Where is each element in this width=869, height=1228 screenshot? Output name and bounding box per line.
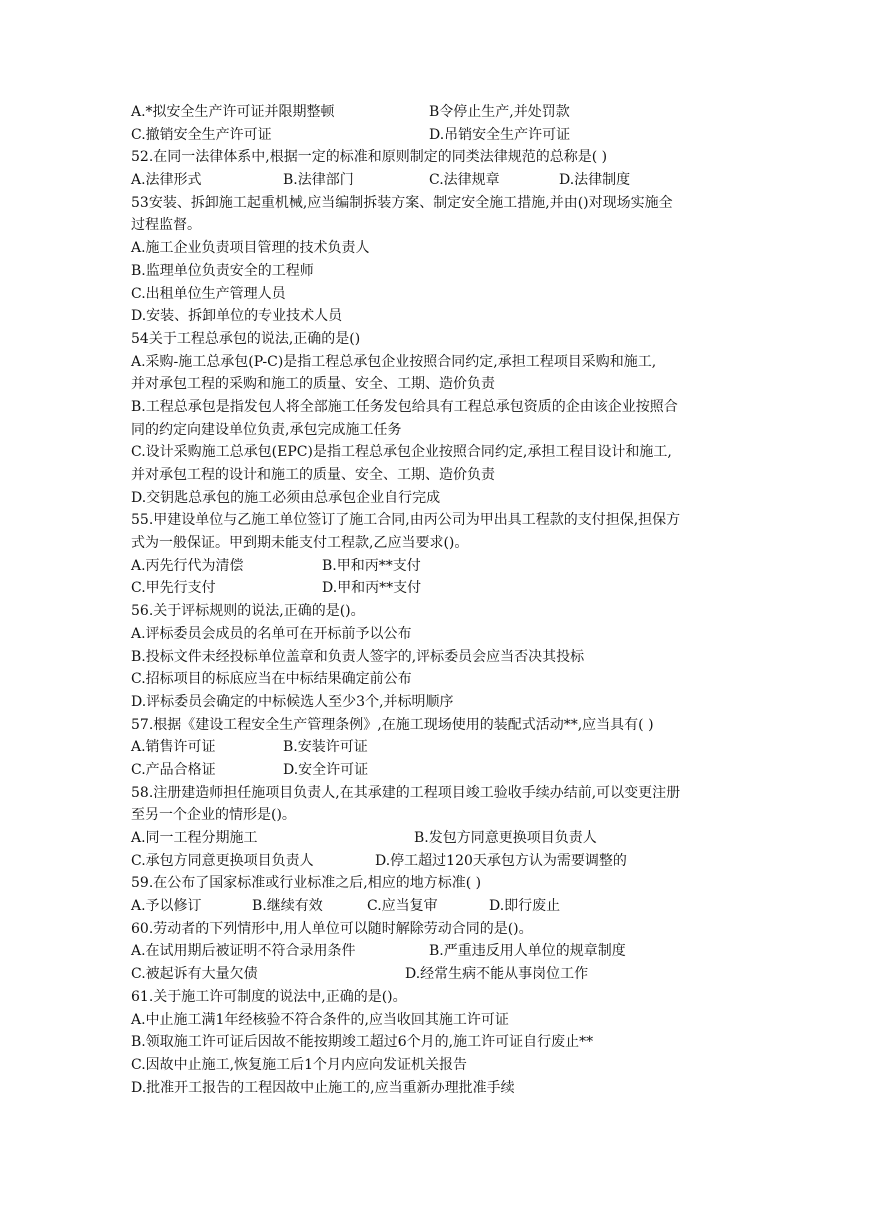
answer-option: D.安全许可证 <box>283 761 369 778</box>
text-line: 式为一般保证。甲到期未能支付工程款,乙应当要求()。 <box>131 535 469 552</box>
answer-option: B.法律部门 <box>283 172 354 189</box>
answer-option: A.予以修订 <box>131 898 202 915</box>
text-line: 56.关于评标规则的说法,正确的是()。 <box>131 603 365 620</box>
text-line: C.设计采购施工总承包(EPC)是指工程总承包企业按照合同约定,承担工程目设计和施工, <box>131 444 672 461</box>
text-line: D.交钥匙总承包的施工必须由总承包企业自行完成 <box>131 489 441 506</box>
text-line: A.施工企业负责项目管理的技术负责人 <box>131 240 370 257</box>
text-line: A.中止施工满1年经核验不符合条件的,应当收回其施工许可证 <box>131 1011 509 1028</box>
text-line: C.因故中止施工,恢复施工后1个月内应向发证机关报告 <box>131 1056 468 1073</box>
answer-option: A.法律形式 <box>131 172 202 189</box>
text-line: A.采购-施工总承包(P-C)是指工程总承包企业按照合同约定,承担工程项目采购和施工, <box>131 353 657 370</box>
text-line: 57.根据《建设工程安全生产管理条例》,在施工现场使用的装配式活动**,应当具有( ) <box>131 716 654 733</box>
option-row <box>131 736 743 759</box>
text-line: B.领取施工许可证后因故不能按期竣工超过6个月的,施工许可证自行废止** <box>131 1034 594 1051</box>
text-line: 52.在同一法律体系中,根据一定的标准和原则制定的同类法律规范的总称是( ) <box>131 149 608 166</box>
text-line: 同的约定向建设单位负责,承包完成施工任务 <box>131 421 402 438</box>
text-line: 过程监督。 <box>131 217 201 234</box>
option-row <box>131 963 743 986</box>
option-row <box>131 101 743 124</box>
text-line: 58.注册建造师担任施项目负责人,在其承建的工程项目竣工验收手续办结前,可以变更注册 <box>131 784 681 801</box>
text-line: 61.关于施工许可制度的说法中,正确的是()。 <box>131 988 407 1005</box>
text-line: C.出租单位生产管理人员 <box>131 285 286 302</box>
answer-option: C.撤销安全生产许可证 <box>131 126 272 143</box>
answer-option: D.甲和丙**支付 <box>322 580 422 597</box>
answer-option: A.销售许可证 <box>131 739 216 756</box>
option-row <box>131 940 743 963</box>
text-line: 59.在公布了国家标准或行业标准之后,相应的地方标准( ) <box>131 875 482 892</box>
answer-option: A.同一工程分期施工 <box>131 830 258 846</box>
answer-option: D.停工超过120天承包方认为需要调整的 <box>375 852 627 869</box>
text-line: B.投标文件未经投标单位盖章和负责人签字的,评标委员会应当否决其投标 <box>131 648 585 665</box>
answer-option: A.丙先行代为清偿 <box>131 557 244 574</box>
answer-option: B.安装许可证 <box>283 739 368 756</box>
answer-option: B令停止生产,并处罚款 <box>429 104 570 120</box>
option-row <box>131 124 743 147</box>
text-line: B.工程总承包是指发包人将全部施工任务发包给具有工程总承包资质的企由该企业按照合 <box>131 398 678 415</box>
answer-option: C.法律规章 <box>429 172 500 189</box>
text-line: 55.甲建设单位与乙施工单位签订了施工合同,由丙公司为甲出具工程款的支付担保,担保方 <box>131 512 681 529</box>
answer-option: D.吊销安全生产许可证 <box>429 126 571 143</box>
text-line: B.监理单位负责安全的工程师 <box>131 262 314 279</box>
option-row <box>131 169 743 192</box>
answer-option: C.应当复审 <box>367 898 438 915</box>
option-row <box>131 850 743 873</box>
answer-option: B.严重违反用人单位的规章制度 <box>429 943 626 960</box>
answer-option: B.继续有效 <box>252 898 323 915</box>
answer-option: B.甲和丙**支付 <box>322 557 421 574</box>
option-row <box>131 895 743 918</box>
text-line: A.评标委员会成员的名单可在开标前予以公布 <box>131 625 412 642</box>
answer-option: C.甲先行支付 <box>131 580 216 597</box>
answer-option: C.被起诉有大量欠债 <box>131 966 258 983</box>
answer-option: D.法律制度 <box>559 172 631 189</box>
text-line: D.安装、拆卸单位的专业技术人员 <box>131 308 343 325</box>
text-line: C.招标项目的标底应当在中标结果确定前公布 <box>131 671 412 688</box>
text-line: 并对承包工程的采购和施工的质量、安全、工期、造价负责 <box>131 376 495 393</box>
text-line: 60.劳动者的下列情形中,用人单位可以随时解除劳动合同的是()。 <box>131 920 533 937</box>
answer-option: A.在试用期后被证明不符合录用条件 <box>131 943 356 960</box>
option-row <box>131 577 743 600</box>
question-text-block <box>131 101 743 1099</box>
option-row <box>131 827 743 850</box>
option-row <box>131 555 743 578</box>
answer-option: C.承包方同意更换项目负责人 <box>131 852 314 869</box>
text-line: D.批准开工报告的工程因故中止施工的,应当重新办理批准手续 <box>131 1079 515 1096</box>
text-line: D.评标委员会确定的中标候选人至少3个,并标明顺序 <box>131 693 454 710</box>
answer-option: D.即行废止 <box>489 898 561 915</box>
answer-option: D.经常生病不能从事岗位工作 <box>405 966 589 983</box>
text-line: 53安装、拆卸施工起重机械,应当编制拆装方案、制定安全施工措施,并由()对现场实施全 <box>131 194 673 211</box>
answer-option: B.发包方同意更换项目负责人 <box>414 830 597 846</box>
text-line: 至另一个企业的情形是()。 <box>131 807 296 824</box>
option-row <box>131 759 743 782</box>
text-line: 并对承包工程的设计和施工的质量、安全、工期、造价负责 <box>131 467 495 483</box>
answer-option: A.*拟安全生产许可证并限期整顿 <box>131 104 335 120</box>
text-line: 54关于工程总承包的说法,正确的是() <box>131 330 361 347</box>
answer-option: C.产品合格证 <box>131 761 216 778</box>
